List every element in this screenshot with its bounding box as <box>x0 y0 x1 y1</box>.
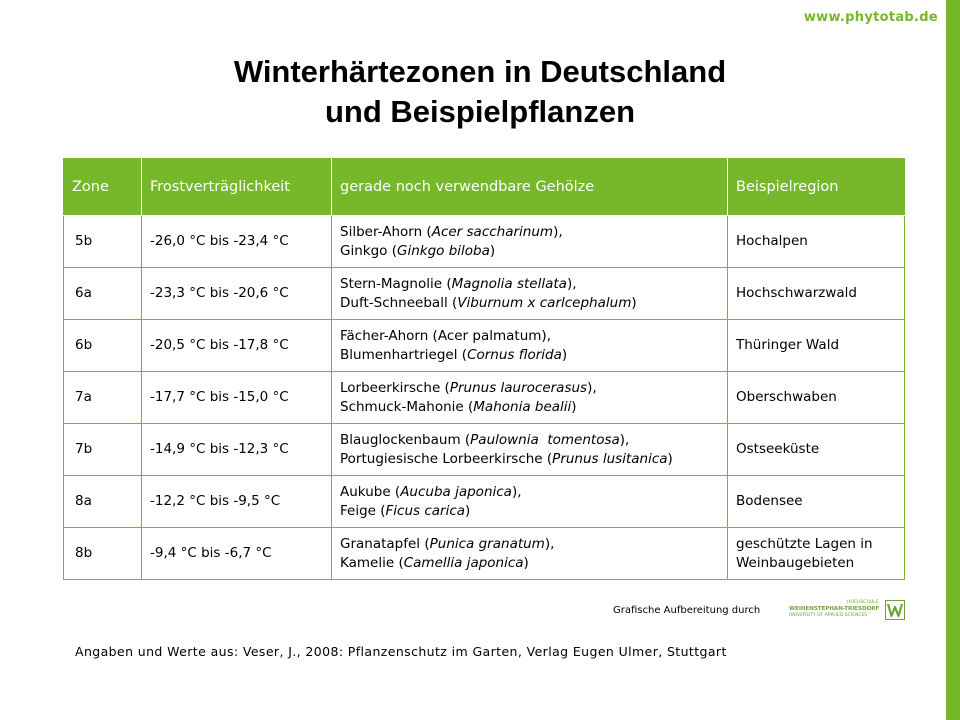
plant-entry: Lorbeerkirsche (Prunus laurocerasus), <box>340 379 597 396</box>
cell-plants <box>332 476 728 528</box>
plant-latin-name: Ficus carica <box>385 502 466 519</box>
plant-entry: Aukube (Aucuba japonica), <box>340 483 522 500</box>
plant-entry-suffix: ), <box>553 223 563 240</box>
plant-entry: Portugiesische Lorbeerkirsche (Prunus lusitanica) <box>340 450 673 467</box>
plant-latin-name: Aucuba japonica <box>400 483 512 500</box>
plant-latin-name: Camellia japonica <box>403 554 524 571</box>
cell-frost-range: -26,0 °C bis -23,4 °C <box>142 216 332 268</box>
plant-latin-name: Punica granatum <box>429 535 545 552</box>
plant-common-name: Schmuck-Mahonie <box>340 398 464 415</box>
cell-frost-range: -14,9 °C bis -12,3 °C <box>142 424 332 476</box>
cell-example-region: Hochalpen <box>728 216 905 268</box>
plant-entry: Schmuck-Mahonie (Mahonia bealii) <box>340 398 577 415</box>
plant-latin-name: Magnolia stellata <box>451 275 567 292</box>
cell-example-region: Oberschwaben <box>728 372 905 424</box>
hardiness-zone-table <box>63 158 905 580</box>
plant-entry: Fächer-Ahorn (Acer palmatum), <box>340 327 551 344</box>
plant-common-name: Ginkgo <box>340 242 388 259</box>
plant-latin-name: Cornus florida <box>467 346 562 363</box>
table-row <box>64 476 905 528</box>
cell-plants <box>332 268 728 320</box>
credit-text: Grafische Aufbereitung durch <box>613 605 761 616</box>
plant-entry-suffix: ), <box>587 379 597 396</box>
cell-plants <box>332 372 728 424</box>
plant-common-name: Kamelie <box>340 554 395 571</box>
cell-example-region: Hochschwarzwald <box>728 268 905 320</box>
plant-entry: Feige (Ficus carica) <box>340 502 471 519</box>
plant-entry-suffix: ) <box>561 346 568 363</box>
plant-entry-suffix: ), <box>566 275 577 292</box>
cell-example-region: geschützte Lagen in Weinbaugebieten <box>728 528 905 580</box>
plant-latin-name: Acer saccharinum <box>431 223 554 240</box>
plant-entry-suffix: ), <box>619 431 630 448</box>
plant-entry: Kamelie (Camellia japonica) <box>340 554 529 571</box>
header-zone: Zone <box>64 159 142 216</box>
cell-plants <box>332 528 728 580</box>
cell-zone: 6b <box>64 320 142 372</box>
table-row <box>64 216 905 268</box>
plant-common-name: Stern-Magnolie <box>340 275 443 292</box>
logo-line-3: UNIVERSITY OF APPLIED SCIENCES <box>789 613 868 618</box>
cell-frost-range: -17,7 °C bis -15,0 °C <box>142 372 332 424</box>
plant-common-name: Feige <box>340 502 376 519</box>
plant-entry-suffix: ), <box>541 327 551 344</box>
plant-common-name: Silber-Ahorn <box>340 223 423 240</box>
plant-latin-name: Viburnum x carlcephalum <box>457 294 632 311</box>
table-row <box>64 528 905 580</box>
plant-common-name: Aukube <box>340 483 391 500</box>
cell-zone: 6a <box>64 268 142 320</box>
source-citation: Angaben und Werte aus: Veser, J., 2008: Pflanzenschutz im Garten, Verlag Eugen Ulmer, Stuttgart <box>75 644 727 659</box>
plant-entry: Duft-Schneeball (Viburnum x carlcephalum) <box>340 294 637 311</box>
plant-common-name: Granatapfel <box>340 535 421 552</box>
plant-latin-name: Acer palmatum <box>437 327 542 344</box>
table-row <box>64 424 905 476</box>
plant-entry: Granatapfel (Punica granatum), <box>340 535 555 552</box>
cell-zone: 8b <box>64 528 142 580</box>
cell-frost-range: -12,2 °C bis -9,5 °C <box>142 476 332 528</box>
plant-common-name: Fächer-Ahorn <box>340 327 429 344</box>
cell-example-region: Ostseeküste <box>728 424 905 476</box>
cell-example-region: Bodensee <box>728 476 905 528</box>
cell-plants <box>332 424 728 476</box>
table-row <box>64 372 905 424</box>
plant-common-name: Portugiesische Lorbeerkirsche <box>340 450 543 467</box>
plant-entry: Ginkgo (Ginkgo biloba) <box>340 242 496 259</box>
plant-entry-suffix: ) <box>465 502 471 519</box>
university-logo-mark-icon <box>885 600 905 620</box>
plant-entry: Blauglockenbaum (Paulownia tomentosa), <box>340 431 630 448</box>
table-row <box>64 268 905 320</box>
cell-example-region: Thüringer Wald <box>728 320 905 372</box>
cell-zone: 5b <box>64 216 142 268</box>
page-title-line-2: und Beispielpflanzen <box>324 94 636 129</box>
cell-frost-range: -9,4 °C bis -6,7 °C <box>142 528 332 580</box>
plant-entry-suffix: ) <box>489 242 496 259</box>
university-logo <box>789 600 905 622</box>
plant-entry-suffix: ) <box>667 450 673 467</box>
cell-frost-range: -20,5 °C bis -17,8 °C <box>142 320 332 372</box>
header-plants: gerade noch verwendbare Gehölze <box>332 159 728 216</box>
site-url[interactable]: www.phytotab.de <box>803 10 938 25</box>
cell-frost-range: -23,3 °C bis -20,6 °C <box>142 268 332 320</box>
cell-zone: 7a <box>64 372 142 424</box>
header-frost-tolerance: Frostverträglichkeit <box>142 159 332 216</box>
plant-latin-name: Mahonia bealii <box>473 398 572 415</box>
plant-common-name: Lorbeerkirsche <box>340 379 441 396</box>
logo-line-2: WEIHENSTEPHAN-TRIESDORF <box>789 606 880 612</box>
plant-entry-suffix: ), <box>544 535 555 552</box>
plant-entry-suffix: ), <box>511 483 522 500</box>
plant-latin-name: Paulownia tomentosa <box>470 431 620 448</box>
plant-common-name: Duft-Schneeball <box>340 294 448 311</box>
table-row <box>64 320 905 372</box>
plant-entry: Stern-Magnolie (Magnolia stellata), <box>340 275 577 292</box>
plant-entry: Blumenhartriegel (Cornus florida) <box>340 346 568 363</box>
cell-plants <box>332 216 728 268</box>
cell-zone: 8a <box>64 476 142 528</box>
page-title <box>0 52 960 132</box>
plant-entry-suffix: ) <box>571 398 577 415</box>
plant-latin-name: Prunus laurocerasus <box>449 379 588 396</box>
plant-latin-name: Prunus lusitanica <box>552 450 668 467</box>
page-title-line-1: Winterhärtezonen in Deutschland <box>233 54 727 89</box>
plant-entry-suffix: ) <box>523 554 529 571</box>
table-header-row <box>64 159 905 216</box>
cell-plants <box>332 320 728 372</box>
plant-entry-suffix: ) <box>631 294 637 311</box>
header-example-region: Beispielregion <box>728 159 905 216</box>
cell-zone: 7b <box>64 424 142 476</box>
plant-common-name: Blauglockenbaum <box>340 431 461 448</box>
plant-common-name: Blumenhartriegel <box>340 346 458 363</box>
logo-line-1: HOCHSCHULE <box>847 600 879 605</box>
plant-entry: Silber-Ahorn (Acer saccharinum), <box>340 223 563 240</box>
plant-latin-name: Ginkgo biloba <box>396 242 490 259</box>
